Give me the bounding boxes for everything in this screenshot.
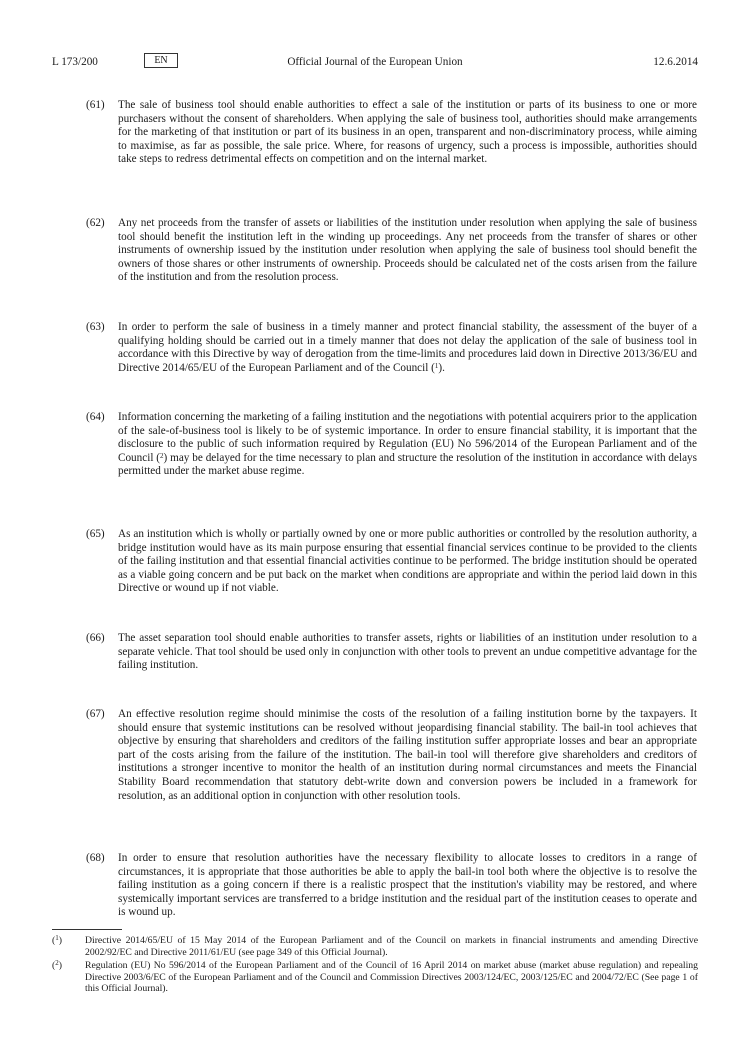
recital-number: (67) — [86, 708, 105, 720]
recital-text-tail: ). — [438, 361, 445, 374]
recital-number: (65) — [86, 528, 105, 540]
recital-number: (63) — [86, 321, 105, 333]
recital-66 — [86, 632, 697, 673]
recital-number: (62) — [86, 217, 105, 229]
recital-number: (66) — [86, 632, 105, 644]
recital-text: As an institution which is wholly or partially owned by one or more public authorities or controlled by the resolution authority, a bridge institution would have as its main purpose ensuring that essential financial services continue to be provided to the clients of the failing institution and that essential financial activities continue to be performed. The bridge institution should be operated as a viable going concern and be put back on the market when conditions are appropriate and within the period laid down in this Directive or wound up if not viable. — [118, 528, 697, 595]
recital-text: The asset separation tool should enable authorities to transfer assets, rights or liabilities of an institution under resolution to a separate vehicle. That tool should be used only in conjunction with other tools to prevent an undue competitive advantage for the failing institution. — [118, 632, 697, 672]
footnote-1 — [52, 935, 698, 958]
recital-text: In order to perform the sale of business in a timely manner and protect financial stability, the assessment of the buyer of a qualifying holding should be carried out in a timely manner that does not delay the application of the sale of business tool in accordance with this Directive by way of derogation from the time-limits and procedures laid down in Directive 2013/36/EU and Directive 2014/65/EU of the European Parliament and of the Council ( — [118, 321, 697, 374]
footnote-marker: ($^2$) — [52, 959, 62, 971]
recital-text: Any net proceeds from the transfer of assets or liabilities of the institution under resolution when applying the sale of business tool should benefit the institution left in the winding up proceedings. Any net proceeds from the transfer of shares or other instruments of ownership issued by the institution under resolution when applying the sale of business tool should benefit the owners of those shares or other instruments of ownership. Proceeds should be calculated net of the costs arisen from the failure of the institution and from the resolution process. — [118, 217, 697, 284]
footnote-reference: 1 — [434, 361, 439, 370]
footnote-2 — [52, 960, 698, 995]
recital-text: An effective resolution regime should minimise the costs of the resolution of a failing institution borne by the taxpayers. It should ensure that systemic institutions can be resolved without jeopardising financial stability. The bail-in tool achieves that objective by ensuring that shareholders and creditors of the failing institution suffer appropriate losses and bear an appropriate part of the costs arising from the failure of the institution. The bail-in tool will therefore give shareholders and creditors of institutions a stronger incentive to monitor the health of an institution during normal circumstances and meets the Financial Stability Board recommendation that statutory debt-write down and conversion powers be included in a framework for resolution, as an additional option in conjunction with other resolution tools. — [118, 708, 697, 802]
publication-date: 12.6.2014 — [653, 56, 698, 68]
recital-text: In order to ensure that resolution authorities have the necessary flexibility to allocate losses to creditors in a range of circumstances, it is appropriate that those authorities be able to apply the bail-in tool both where the objective is to resolve the failing institution as a going concern if there is a realistic prospect that the institution's viability may be restored, and where systemically important services are transferred to a bridge institution and the residual part of the institution ceases to operate and is wound up. — [118, 852, 697, 919]
language-badge: EN — [144, 53, 178, 68]
journal-title: Official Journal of the European Union — [287, 56, 463, 68]
recital-65 — [86, 528, 697, 596]
footnote-divider — [52, 929, 122, 930]
recital-text: Information concerning the marketing of a failing institution and the negotiations with potential acquirers prior to the application of the sale-of-business tool is likely to be of systemic importance. In order to ensure financial stability, it is important that the disclosure to the public of such information required by Regulation (EU) No 596/2014 of the European Parliament and of the Council ( — [118, 411, 697, 464]
recital-61 — [86, 99, 697, 167]
recital-62 — [86, 217, 697, 285]
footnote-text: Regulation (EU) No 596/2014 of the European Parliament and of the Council of 16 April 2014 on market abuse (market abuse regulation) and repealing Directive 2003/6/EC of the European Parliament and of the Council and Commission Directives 2003/124/EC, 2003/125/EC and 2004/72/EC (See page 1 of this Official Journal). — [85, 960, 698, 994]
recital-67 — [86, 708, 697, 803]
recital-64 — [86, 411, 697, 479]
footnote-reference: 2 — [160, 451, 164, 460]
page-header — [52, 53, 698, 71]
footnote-marker: ($^1$) — [52, 934, 62, 946]
recital-number: (64) — [86, 411, 105, 423]
recital-number: (61) — [86, 99, 105, 111]
footnote-text: Directive 2014/65/EU of 15 May 2014 of the European Parliament and of the Council on markets in financial instruments and amending Directive 2002/92/EC and Directive 2011/61/EU (see page 349 of this Official Journal). — [85, 935, 698, 958]
recital-68 — [86, 852, 697, 920]
recital-text: The sale of business tool should enable authorities to effect a sale of the institution or parts of its business to one or more purchasers without the consent of shareholders. When applying the sale of business tool, authorities should make arrangements for the marketing of that institution or part of its business in an open, transparent and non-discriminatory process, while aiming to maximise, as far as possible, the sale price. Where, for reasons of urgency, such a process is impossible, authorities should take steps to redress detrimental effects on competition and on the internal market. — [118, 99, 697, 166]
page-reference: L 173/200 — [52, 56, 98, 68]
recital-text-tail: ) may be delayed for the time necessary to plan and structure the resolution of the institution in accordance with delays permitted under the market abuse regime. — [118, 451, 697, 478]
recital-63 — [86, 321, 697, 375]
recital-number: (68) — [86, 852, 105, 864]
